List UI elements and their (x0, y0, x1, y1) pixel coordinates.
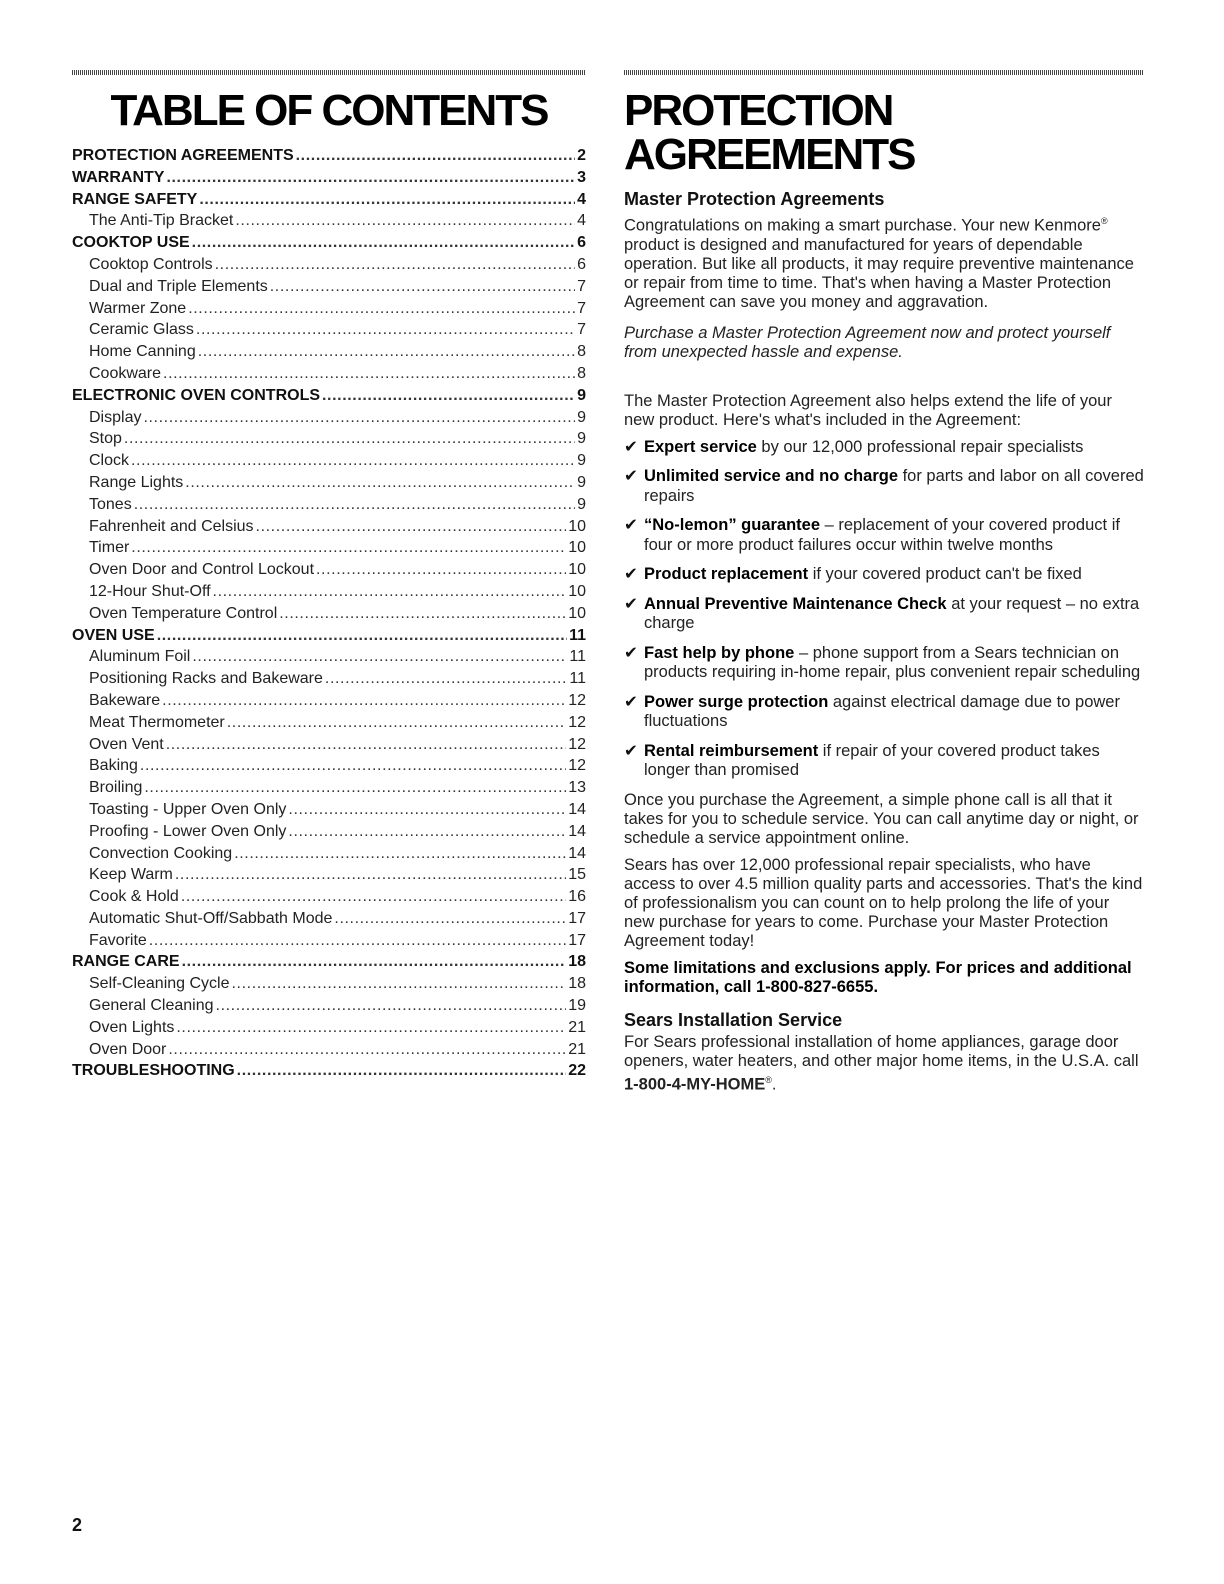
toc-entry (72, 1039, 586, 1061)
toc-entry-page: 21 (568, 1040, 586, 1058)
checkmark-icon: ✔ (624, 741, 638, 760)
benefit-description: for parts and labor on all covered repairs (644, 467, 1144, 505)
toc-entry-page: 10 (568, 539, 586, 557)
toc-entry (72, 821, 586, 843)
toc-entry-page: 18 (568, 975, 586, 993)
toc-leader-dots (196, 319, 575, 341)
benefit-item (624, 742, 1144, 781)
toc-entry-page: 14 (568, 822, 586, 840)
benefit-list (624, 438, 1144, 781)
toc-entry (72, 777, 586, 799)
toc-entry (72, 712, 586, 734)
toc-entry (72, 559, 586, 581)
toc-entry-page: 9 (577, 495, 586, 513)
toc-entry-label: Bakeware (89, 691, 161, 709)
toc-entry-page: 16 (568, 888, 586, 906)
toc-entry-page: 17 (568, 931, 586, 949)
toc-leader-dots (182, 951, 567, 973)
benefit-title: Product replacement (644, 565, 809, 583)
toc-leader-dots (334, 908, 566, 930)
benefit-item (624, 467, 1144, 506)
checkmark-icon: ✔ (624, 437, 638, 456)
toc-entry-page: 12 (568, 691, 586, 709)
toc-entry (72, 145, 586, 167)
toc-entry-page: 14 (568, 800, 586, 818)
toc-entry (72, 385, 586, 407)
toc-leader-dots (149, 930, 566, 952)
toc-entry-page: 6 (577, 234, 586, 252)
toc-leader-dots (316, 559, 566, 581)
toc-entry-label: Toasting - Upper Oven Only (89, 800, 287, 818)
toc-entry (72, 232, 586, 254)
top-rule (624, 70, 1144, 75)
protection-column (624, 70, 1144, 1106)
toc-entry (72, 341, 586, 363)
toc-entry (72, 298, 586, 320)
toc-leader-dots (166, 167, 575, 189)
toc-entry-label: The Anti-Tip Bracket (89, 212, 234, 230)
toc-entry (72, 450, 586, 472)
benefit-item (624, 516, 1144, 555)
toc-entry (72, 472, 586, 494)
toc-entry-label: Automatic Shut-Off/Sabbath Mode (89, 909, 333, 927)
toc-leader-dots (162, 690, 566, 712)
toc-entry-label: Convection Cooking (89, 844, 233, 862)
extend-paragraph: The Master Protection Agreement also helps extend the life of your new product. Here's what's included in the Agreement: (624, 391, 1112, 429)
benefit-title: Expert service (644, 437, 757, 456)
checkmark-icon: ✔ (624, 692, 638, 711)
toc-entry-page: 7 (577, 277, 586, 295)
toc-entry-label: TROUBLESHOOTING (72, 1062, 235, 1080)
toc-entry (72, 603, 586, 625)
toc-entry-label: Cooktop Controls (89, 255, 213, 273)
toc-entry-label: Oven Door and Control Lockout (89, 561, 315, 579)
toc-entry-label: Fahrenheit and Celsius (89, 517, 254, 535)
toc-entry-page: 6 (577, 255, 586, 273)
toc-leader-dots (216, 995, 567, 1017)
toc-entry-label: Range Lights (89, 473, 184, 491)
toc-entry (72, 908, 586, 930)
toc-entry-page: 8 (577, 364, 586, 382)
toc-entry-label: Timer (89, 539, 130, 557)
toc-entry-label: Oven Door (89, 1040, 167, 1058)
toc-entry (72, 755, 586, 777)
toc-entry-page: 9 (577, 386, 586, 404)
toc-entry (72, 930, 586, 952)
benefit-description: at your request – no extra charge (644, 594, 1140, 632)
toc-entry (72, 973, 586, 995)
toc-entry (72, 276, 586, 298)
benefit-title: Fast help by phone (644, 643, 795, 662)
toc-entry-page: 3 (577, 168, 586, 186)
benefit-description: if repair of your covered product takes longer than promised (644, 741, 1100, 779)
toc-entry (72, 1060, 586, 1082)
toc-entry-label: Proofing - Lower Oven Only (89, 822, 287, 840)
toc-entry-label: Ceramic Glass (89, 321, 194, 339)
toc-leader-dots (163, 363, 575, 385)
toc-leader-dots (166, 734, 566, 756)
toc-entry-label: Cookware (89, 364, 162, 382)
toc-entry-label: Tones (89, 495, 132, 513)
toc-entry-label: Positioning Racks and Bakeware (89, 670, 323, 688)
toc-entry (72, 407, 586, 429)
toc-entry-page: 11 (569, 670, 586, 688)
toc-entry-label: Favorite (89, 931, 147, 949)
toc-entry-label: Keep Warm (89, 866, 173, 884)
toc-entry (72, 886, 586, 908)
limitations-note: Some limitations and exclusions apply. For prices and additional information, call 1-800-827-6655. (624, 958, 1132, 996)
toc-entry-page: 9 (577, 430, 586, 448)
toc-entry-page: 11 (569, 626, 586, 644)
benefit-description: – phone support from a Sears technician on products requiring in-home repair, plus convenient repair scheduling (644, 643, 1141, 681)
toc-entry-page: 4 (577, 212, 586, 230)
toc-leader-dots (234, 843, 566, 865)
toc-entry-label: 12-Hour Shut-Off (89, 582, 211, 600)
toc-entry-label: Clock (89, 452, 130, 470)
toc-entry-page: 9 (577, 452, 586, 470)
benefit-item (624, 693, 1144, 732)
benefit-item (624, 565, 1144, 585)
toc-leader-dots (181, 886, 566, 908)
toc-entry (72, 428, 586, 450)
toc-leader-dots (144, 777, 566, 799)
toc-leader-dots (322, 385, 575, 407)
toc-column (72, 70, 586, 1082)
benefit-item (624, 644, 1144, 683)
top-rule (72, 70, 586, 75)
toc-entry-page: 15 (568, 866, 586, 884)
toc-entry-label: Warmer Zone (89, 299, 187, 317)
toc-entry-label: Aluminum Foil (89, 648, 191, 666)
toc-leader-dots (198, 341, 575, 363)
toc-entry-label: Display (89, 408, 142, 426)
toc-entry-label: Oven Vent (89, 735, 164, 753)
toc-entry-label: WARRANTY (72, 168, 165, 186)
benefit-title: Annual Preventive Maintenance Check (644, 594, 947, 613)
toc-leader-dots (235, 210, 575, 232)
toc-leader-dots (134, 494, 575, 516)
toc-entry-page: 8 (577, 343, 586, 361)
benefit-title: Power surge protection (644, 692, 829, 711)
sears-paragraph: Sears has over 12,000 professional repair specialists, who have access to over 4.5 million quality parts and accessories. That's the kind of professionalism you can count on to help prolong the life of your new purchase for years to come. Purchase your Master Protection Agreement today! (624, 855, 1143, 950)
toc-entry-page: 12 (568, 735, 586, 753)
toc-leader-dots (232, 973, 567, 995)
toc-entry-label: Oven Lights (89, 1018, 175, 1036)
toc-entry-label: Home Canning (89, 343, 196, 361)
toc-leader-dots (325, 668, 567, 690)
toc-entry (72, 581, 586, 603)
registered-mark: ® (1100, 216, 1108, 226)
toc-entry (72, 646, 586, 668)
toc-leader-dots (185, 472, 575, 494)
toc-leader-dots (288, 799, 566, 821)
toc-leader-dots (157, 625, 567, 647)
benefit-description: – replacement of your covered product if four or more product failures occur within twelve months (644, 516, 1120, 554)
toc-entry-page: 10 (568, 517, 586, 535)
toc-entry-label: Meat Thermometer (89, 713, 225, 731)
benefit-title: Rental reimbursement (644, 741, 819, 760)
toc-entry (72, 537, 586, 559)
toc-entry-page: 21 (568, 1018, 586, 1036)
page-number: 2 (72, 1515, 83, 1535)
benefit-description: if your covered product can't be fixed (808, 565, 1082, 583)
toc-leader-dots (270, 276, 575, 298)
toc-entry (72, 210, 586, 232)
toc-entry-label: RANGE CARE (72, 953, 180, 971)
toc-leader-dots (296, 145, 575, 167)
toc-entry-page: 22 (568, 1062, 586, 1080)
installation-paragraph: For Sears professional installation of home appliances, garage door openers, water heaters, and other major home items, in the U.S.A. call 1-800-4-MY-HOME®. (624, 1032, 1139, 1093)
toc-leader-dots (143, 407, 575, 429)
toc-entry (72, 668, 586, 690)
toc-entry (72, 625, 586, 647)
benefit-description: against electrical damage due to power fluctuations (644, 692, 1120, 730)
toc-leader-dots (124, 428, 575, 450)
italic-note: Purchase a Master Protection Agreement now and protect yourself from unexpected hassle and expense. (624, 323, 1111, 361)
toc-title: TABLE OF CONTENTS (110, 86, 548, 135)
toc-entry-label: Self-Cleaning Cycle (89, 975, 230, 993)
toc-entry-label: Stop (89, 430, 122, 448)
toc-entry-page: 12 (568, 713, 586, 731)
toc-entry-page: 10 (568, 561, 586, 579)
toc-leader-dots (215, 254, 575, 276)
toc-entry-page: 10 (568, 582, 586, 600)
protection-title: PROTECTION AGREEMENTS (624, 86, 915, 179)
toc-leader-dots (237, 1060, 567, 1082)
toc-leader-dots (188, 298, 575, 320)
toc-entry-label: General Cleaning (89, 997, 214, 1015)
toc-entry (72, 690, 586, 712)
toc-entry-page: 14 (568, 844, 586, 862)
benefit-title: “No-lemon” guarantee (644, 516, 821, 534)
toc-entry-label: RANGE SAFETY (72, 190, 198, 208)
toc-entry (72, 734, 586, 756)
toc-entry-label: PROTECTION AGREEMENTS (72, 147, 294, 164)
toc-entry (72, 995, 586, 1017)
checkmark-icon: ✔ (624, 516, 638, 534)
toc-entry-label: Baking (89, 757, 138, 775)
toc-entry-label: ELECTRONIC OVEN CONTROLS (72, 386, 321, 404)
toc-entry-label: Cook & Hold (89, 888, 179, 906)
toc-entry (72, 516, 586, 538)
checkmark-icon: ✔ (624, 467, 638, 485)
toc-entry-page: 11 (569, 648, 586, 666)
toc-leader-dots (131, 537, 566, 559)
once-paragraph: Once you purchase the Agreement, a simple phone call is all that it takes for you to schedule service. You can call anytime day or night, or schedule a service appointment online. (624, 790, 1139, 847)
toc-entry-page: 10 (568, 604, 586, 622)
toc-leader-dots (131, 450, 575, 472)
toc-leader-dots (199, 189, 575, 211)
benefit-item (624, 438, 1144, 458)
toc-entry-label: COOKTOP USE (72, 234, 190, 252)
toc-entry (72, 1017, 586, 1039)
toc-leader-dots (176, 1017, 566, 1039)
toc-entry (72, 864, 586, 886)
installation-heading: Sears Installation Service (624, 1009, 843, 1030)
toc-entry-page: 7 (577, 321, 586, 339)
benefit-title: Unlimited service and no charge (644, 467, 898, 485)
toc-leader-dots (213, 581, 567, 603)
toc-leader-dots (175, 864, 566, 886)
toc-entry-label: OVEN USE (72, 626, 155, 644)
toc-entry-page: 7 (577, 299, 586, 317)
toc-entry (72, 363, 586, 385)
toc-entry-page: 4 (577, 190, 586, 208)
toc-entry-page: 9 (577, 473, 586, 491)
toc-leader-dots (140, 755, 566, 777)
toc-entry-page: 2 (577, 147, 586, 164)
toc-entry (72, 951, 586, 973)
toc-entry-label: Broiling (89, 779, 143, 797)
toc-leader-dots (192, 646, 567, 668)
toc-leader-dots (227, 712, 566, 734)
toc-leader-dots (168, 1039, 566, 1061)
toc-entry (72, 494, 586, 516)
toc-entry (72, 843, 586, 865)
toc-entry-page: 19 (568, 997, 586, 1015)
installation-phone: 1-800-4-MY-HOME (624, 1075, 766, 1093)
master-protection-heading: Master Protection Agreements (624, 189, 885, 209)
intro-paragraph: Congratulations on making a smart purchase. Your new Kenmore® product is designed and manufactured for years of dependable operation. But like all products, it may require preventive maintenance or repair from time to time. That's when having a Master Protection Agreement can save you money and aggravation. (624, 216, 1134, 311)
toc-entry-label: Dual and Triple Elements (89, 277, 268, 295)
checkmark-icon: ✔ (624, 594, 638, 613)
toc-list (72, 145, 586, 1082)
toc-entry (72, 799, 586, 821)
checkmark-icon: ✔ (624, 643, 638, 662)
toc-entry (72, 167, 586, 189)
toc-entry (72, 319, 586, 341)
toc-entry (72, 254, 586, 276)
toc-leader-dots (288, 821, 566, 843)
benefit-item (624, 595, 1144, 634)
toc-entry (72, 189, 586, 211)
toc-entry-page: 9 (577, 408, 586, 426)
toc-entry-page: 13 (568, 779, 586, 797)
checkmark-icon: ✔ (624, 565, 638, 583)
toc-leader-dots (279, 603, 566, 625)
toc-leader-dots (256, 516, 567, 538)
toc-leader-dots (192, 232, 575, 254)
toc-entry-page: 12 (568, 757, 586, 775)
benefit-description: by our 12,000 professional repair specialists (756, 437, 1084, 456)
toc-entry-page: 18 (568, 953, 586, 971)
toc-entry-page: 17 (568, 909, 586, 927)
toc-entry-label: Oven Temperature Control (89, 604, 278, 622)
